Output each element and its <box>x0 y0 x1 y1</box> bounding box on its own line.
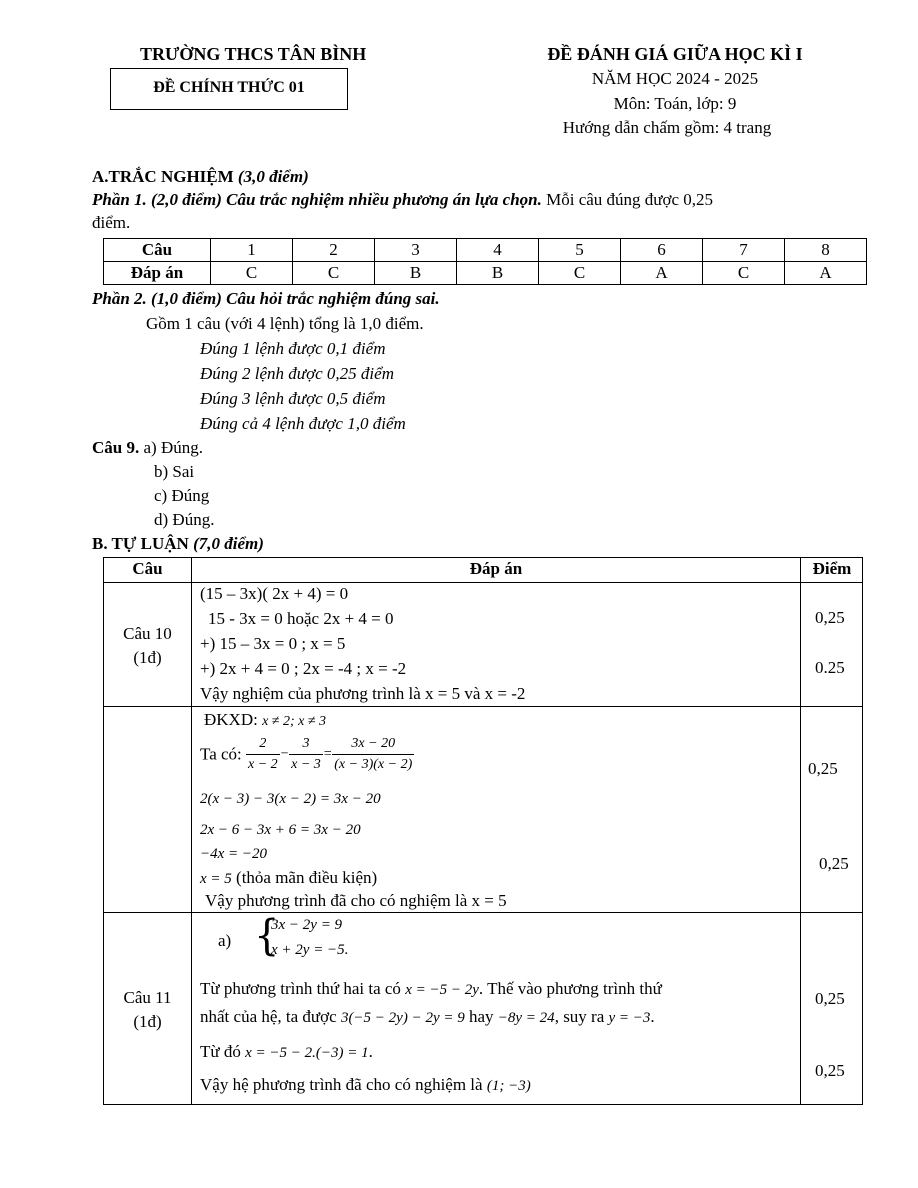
q9-label: Câu 9. <box>92 438 140 457</box>
q9-answer-b: b) Sai <box>154 462 195 481</box>
dkxd-condition: x ≠ 2; x ≠ 3 <box>262 714 327 729</box>
q9-line <box>92 438 203 458</box>
column-divider <box>800 558 801 1104</box>
q11-text: , suy ra <box>554 1007 609 1026</box>
fraction-numerator: 3x − 20 <box>332 734 414 755</box>
q11-line <box>200 979 662 999</box>
part-a-label: a) <box>218 931 232 950</box>
part1-desc-cont: điểm. <box>92 213 131 232</box>
q11-points: (1đ) <box>133 1012 162 1031</box>
row-divider <box>104 706 862 707</box>
part2-desc: Gồm 1 câu (với 4 lệnh) tổng là 1,0 điểm. <box>146 314 424 333</box>
solution-note: (thỏa mãn điều kiện) <box>231 868 378 887</box>
q10-line: +) 2x + 4 = 0 ; 2x = -4 ; x = -2 <box>200 659 407 678</box>
part2-heading: Phần 2. (1,0 điểm) Câu hỏi trắc nghiệm đúng sai. <box>92 289 440 308</box>
answer-cell: C <box>539 262 621 285</box>
scoring-rule: Đúng 3 lệnh được 0,5 điểm <box>200 389 386 408</box>
score-value: 0,25 <box>808 759 838 778</box>
part1-label: Phần 1. (2,0 điểm) Câu trắc nghiệm nhiều phương án lựa chọn. <box>92 190 542 209</box>
answer-table-row-questions <box>104 239 867 262</box>
solution-math: x = 5 <box>200 871 232 887</box>
scoring-rule: Đúng 1 lệnh được 0,1 điểm <box>200 339 386 358</box>
part1-heading <box>92 190 713 210</box>
question-number: 7 <box>703 239 785 262</box>
q10-line: (15 – 3x)( 2x + 4) = 0 <box>200 584 349 603</box>
column-divider <box>191 558 192 1104</box>
q11-text: . Thế vào phương trình thứ <box>478 979 662 998</box>
question-number: 6 <box>621 239 703 262</box>
official-exam-box <box>110 68 348 110</box>
answer-cell: B <box>375 262 457 285</box>
part-a-points: (3,0 điểm) <box>237 167 309 186</box>
part-b-heading <box>92 534 264 554</box>
q11-math: x = −5 − 2.(−3) = 1 <box>245 1045 369 1061</box>
q11-math: x = −5 − 2y <box>405 982 479 998</box>
essay-header-answer: Đáp án <box>469 559 523 578</box>
fraction-denominator: x − 3 <box>291 757 321 772</box>
answer-table <box>103 238 867 285</box>
system-equation: x + 2y = −5. <box>271 942 349 958</box>
q11-label: Câu 11 <box>123 988 172 1007</box>
answer-cell: C <box>293 262 375 285</box>
q10-label: Câu 10 <box>123 624 172 643</box>
fraction-denominator: x − 2 <box>248 757 278 772</box>
answer-cell: C <box>211 262 293 285</box>
score-value: 0,25 <box>815 608 845 627</box>
answer-cell: A <box>785 262 867 285</box>
fraction-numerator: 2 <box>246 734 280 755</box>
equation-line: Ta có: $\frac{2}{x - 2}$ − $\frac{3}{x - 3}$ = $\frac{3x - 20}{(x - 3)(x - 2)}$ <box>200 734 414 775</box>
brace-icon: { <box>254 911 280 961</box>
part-b-points: (7,0 điểm) <box>193 534 264 553</box>
q11-math: y = −3 <box>608 1010 651 1026</box>
essay-table <box>103 557 863 1105</box>
answer-cell: A <box>621 262 703 285</box>
subject-line: Môn: Toán, lớp: 9 <box>613 94 737 113</box>
equation-line: −4x = −20 <box>200 846 268 862</box>
score-value: 0,25 <box>815 989 845 1008</box>
question-number: 8 <box>785 239 867 262</box>
q11-text: Từ đó <box>200 1042 246 1061</box>
fraction-denominator: (x − 3)(x − 2) <box>334 757 413 772</box>
fraction <box>332 734 414 775</box>
fraction <box>289 734 323 775</box>
q11-text: . <box>650 1007 655 1026</box>
row-divider <box>104 912 862 913</box>
part-a-heading <box>92 167 309 187</box>
answer-table-header-answer: Đáp án <box>104 262 211 285</box>
q11-text: Từ phương trình thứ hai ta có <box>200 979 406 998</box>
q9-answer-a: a) Đúng. <box>143 438 203 457</box>
question-number: 1 <box>211 239 293 262</box>
answer-table-header-question: Câu <box>104 239 211 262</box>
q11-conclusion <box>200 1075 531 1095</box>
q9-answer-c: c) Đúng <box>154 486 210 505</box>
dkxd-label: ĐKXD: <box>204 710 258 729</box>
exam-title: ĐỀ ĐÁNH GIÁ GIỮA HỌC KÌ I <box>547 44 803 64</box>
question-number: 2 <box>293 239 375 262</box>
system-equation: 3x − 2y = 9 <box>271 917 343 933</box>
part-b-title: B. TỰ LUẬN <box>92 534 194 553</box>
answer-table-row-answers <box>104 262 867 285</box>
q11-line <box>200 1042 373 1062</box>
q9-answer-d: d) Đúng. <box>154 510 215 529</box>
question-number: 5 <box>539 239 621 262</box>
q11-text: hay <box>464 1007 498 1026</box>
part1-desc: Mỗi câu đúng được 0,25 <box>541 190 714 209</box>
question-number: 3 <box>375 239 457 262</box>
school-year: NĂM HỌC 2024 - 2025 <box>591 69 759 88</box>
solution-line <box>200 868 377 888</box>
q11-math: −8y = 24 <box>497 1010 555 1026</box>
score-value: 0,25 <box>819 854 849 873</box>
q11-math: (1; −3) <box>486 1078 531 1094</box>
answer-cell: B <box>457 262 539 285</box>
school-name: TRƯỜNG THCS TÂN BÌNH <box>140 44 367 64</box>
equation-line: 2x − 6 − 3x + 6 = 3x − 20 <box>200 822 361 838</box>
row-divider <box>104 582 862 583</box>
fraction-numerator: 3 <box>289 734 323 755</box>
q10-line: 15 - 3x = 0 hoặc 2x + 4 = 0 <box>208 609 394 628</box>
essay-header-score: Điểm <box>812 559 852 578</box>
official-exam-label: ĐỀ CHÍNH THỨC 01 <box>153 79 305 96</box>
q11-text: Vậy hệ phương trình đã cho có nghiệm là <box>200 1075 487 1094</box>
score-value: 0.25 <box>815 658 845 677</box>
answer-cell: C <box>703 262 785 285</box>
q10-line: +) 15 – 3x = 0 ; x = 5 <box>200 634 346 653</box>
scoring-rule: Đúng 2 lệnh được 0,25 điểm <box>200 364 394 383</box>
q11-math: 3(−5 − 2y) − 2y = 9 <box>340 1010 465 1026</box>
q11-text: nhất của hệ, ta được <box>200 1007 341 1026</box>
question-number: 4 <box>457 239 539 262</box>
equation-line: 2(x − 3) − 3(x − 2) = 3x − 20 <box>200 791 381 807</box>
q10-points: (1đ) <box>133 648 162 667</box>
page-count-line: Hướng dẫn chấm gồm: 4 trang <box>562 118 772 137</box>
fraction <box>246 734 280 775</box>
taco-label: Ta có: <box>200 744 242 764</box>
score-value: 0,25 <box>815 1061 845 1080</box>
q11-line <box>200 1007 655 1027</box>
scoring-rule: Đúng cả 4 lệnh được 1,0 điểm <box>200 414 406 433</box>
q10-conclusion: Vậy nghiệm của phương trình là x = 5 và x = -2 <box>200 684 526 703</box>
part-a-title: A.TRẮC NGHIỆM <box>92 167 238 186</box>
q10b-conclusion: Vậy phương trình đã cho có nghiệm là x = 5 <box>205 891 507 910</box>
q11-text: . <box>368 1042 373 1061</box>
dkxd-line <box>204 710 326 730</box>
essay-header-question: Câu <box>132 559 163 578</box>
